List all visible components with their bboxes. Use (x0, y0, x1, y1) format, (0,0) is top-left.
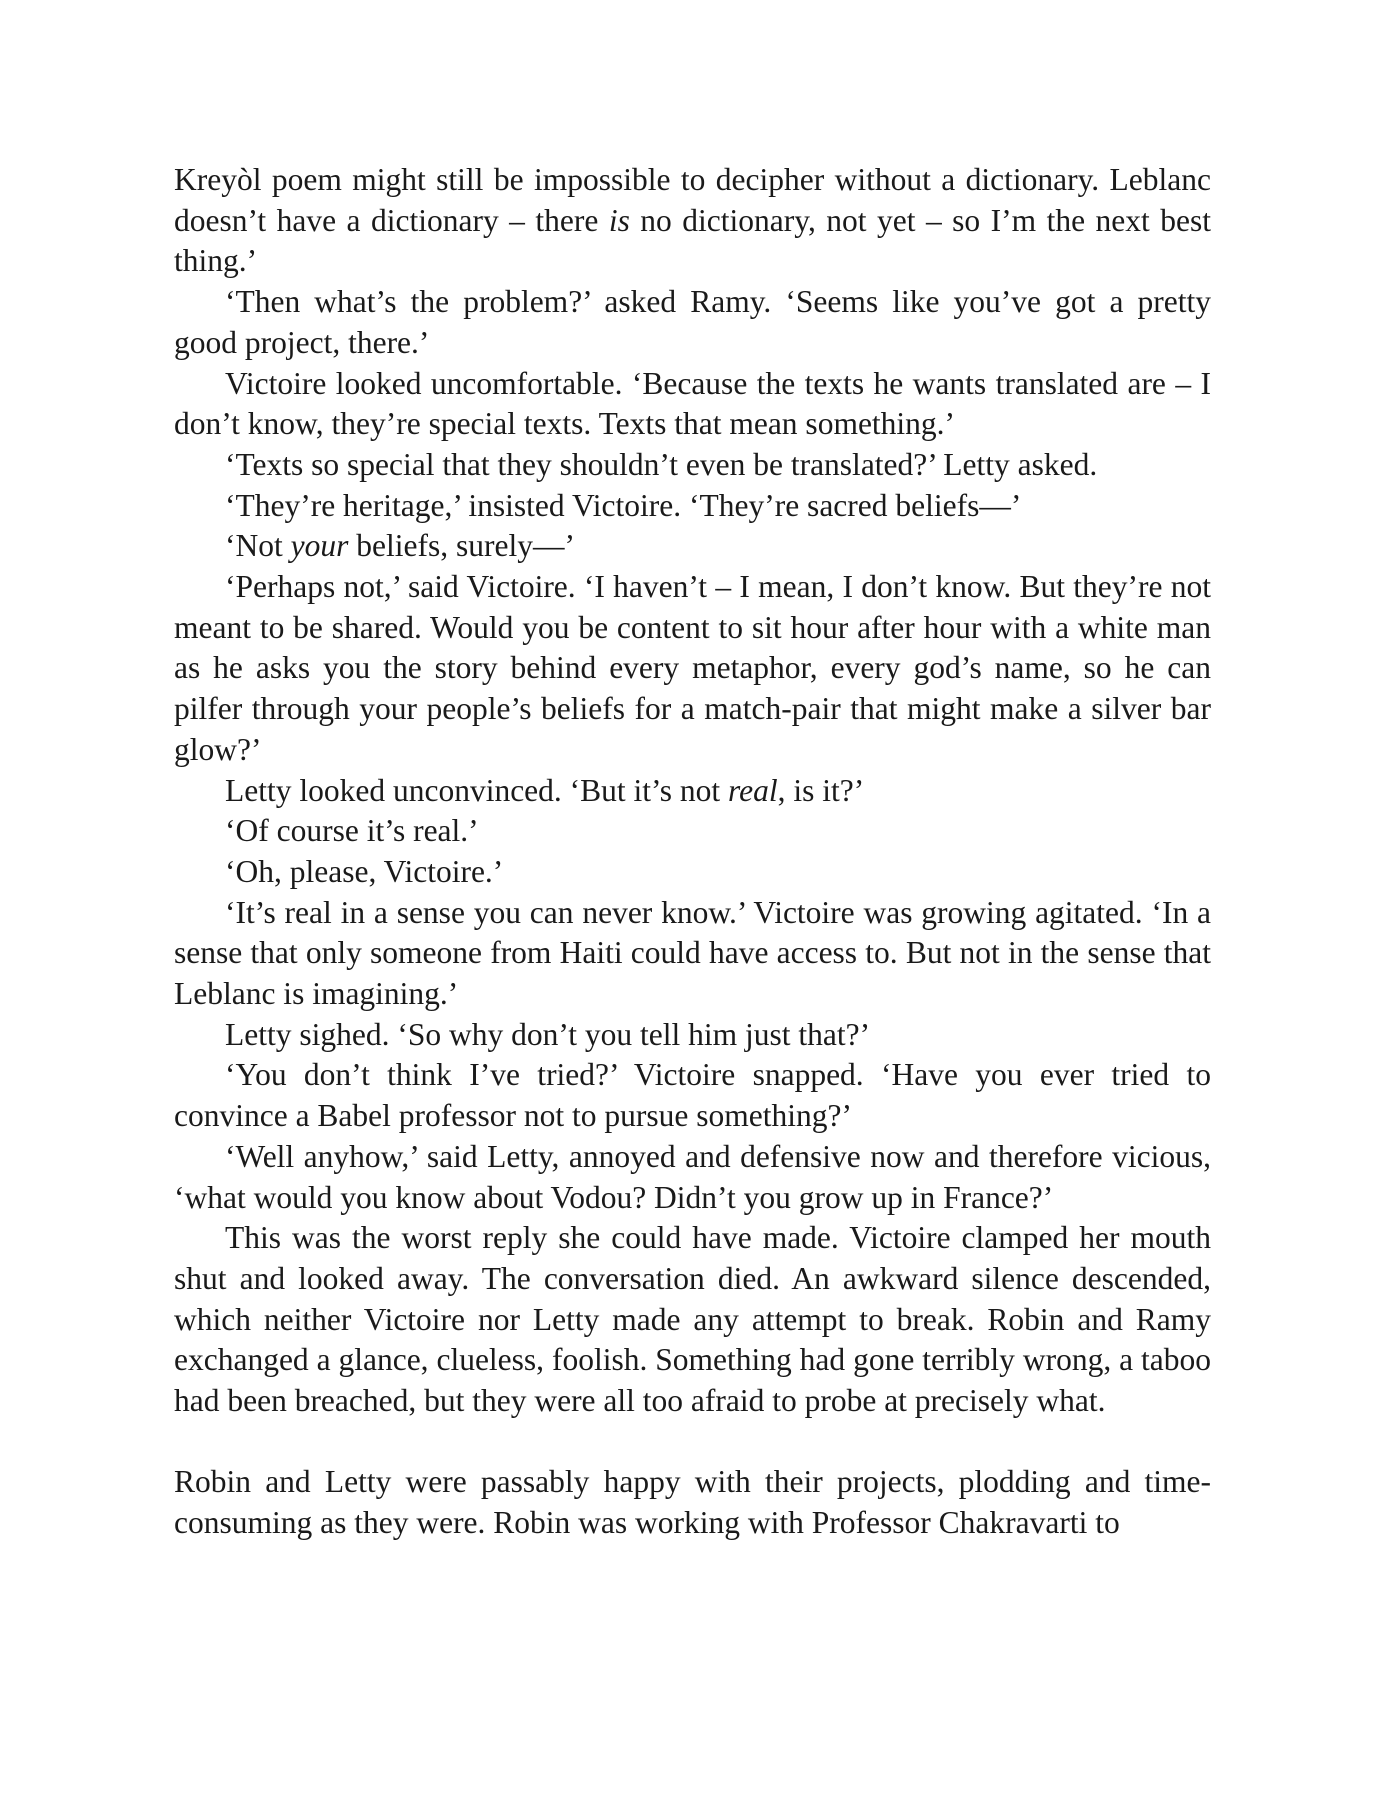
paragraph (174, 445, 1211, 486)
paragraph (174, 1137, 1211, 1218)
text-run: beliefs, surely—’ (348, 528, 575, 564)
paragraph (174, 852, 1211, 893)
text-run: ‘Texts so special that they shouldn’t even be translated?’ Letty asked. (225, 446, 1098, 482)
text-run: ‘Then what’s the problem?’ asked Ramy. ‘Seems like you’ve got a pretty good project, there.’ (174, 284, 1211, 360)
text-run: ‘They’re heritage,’ insisted Victoire. ‘They’re sacred beliefs—’ (225, 487, 1022, 523)
paragraph (174, 1055, 1211, 1136)
text-run: ‘Of course it’s real.’ (225, 813, 479, 849)
text-run: This was the worst reply she could have made. Victoire clamped her mouth shut and looked away. The conversation died. An awkward silence descended, which neither Victoire nor Letty made any attempt to break. Robin and Ramy exchanged a glance, clueless, foolish. Something had gone terribly wrong, a taboo had been breached, but they were all too afraid to probe at precisely what. (174, 1220, 1211, 1419)
paragraph (174, 1015, 1211, 1056)
paragraph (174, 160, 1211, 282)
paragraph (174, 1218, 1211, 1422)
text-run: ‘You don’t think I’ve tried?’ Victoire snapped. ‘Have you ever tried to convince a Babel professor not to pursue something?’ (174, 1057, 1211, 1134)
paragraph (174, 893, 1211, 1015)
italic-text: real (728, 772, 778, 808)
text-run: Kreyòl poem might still be impossible to decipher without a dictionary. Leblanc doesn’t have a dictionary – there (174, 162, 1211, 238)
text-run: ‘Oh, please, Victoire.’ (225, 853, 504, 889)
italic-text: is (608, 202, 630, 238)
text-run: ‘Perhaps not,’ said Victoire. ‘I haven’t – I mean, I don’t know. But they’re not meant to be shared. Would you be content to sit hour after hour with a white man as he asks you the story behind every metaphor, every god’s name, so he can pilfer through your people’s beliefs for a match-pair that might make a silver bar glow?’ (174, 569, 1211, 767)
paragraph (174, 486, 1211, 527)
italic-text: your (290, 528, 349, 564)
text-run: ‘Well anyhow,’ said Letty, annoyed and defensive now and therefore vicious, ‘what would you know about Vodou? Didn’t you grow up in France?’ (174, 1138, 1211, 1215)
paragraph (174, 1462, 1211, 1543)
text-run: , is it?’ (777, 772, 865, 808)
text-run: Letty looked unconvinced. ‘But it’s not (225, 772, 729, 808)
text-run: Victoire looked uncomfortable. ‘Because the texts he wants translated are – I don’t know, they’re special texts. Texts that mean something.’ (174, 365, 1211, 442)
paragraph (174, 771, 1211, 812)
text-run: Robin and Letty were passably happy with their projects, plodding and time-consuming as they were. Robin was working with Professor Chakravarti to (174, 1464, 1211, 1541)
paragraph (174, 526, 1211, 567)
paragraph (174, 811, 1211, 852)
text-run: ‘It’s real in a sense you can never know.’ Victoire was growing agitated. ‘In a sense that only someone from Haiti could have access to. But not in the sense that Leblanc is imagining.’ (174, 894, 1211, 1012)
paragraph (174, 567, 1211, 771)
text-run: Letty sighed. ‘So why don’t you tell him just that?’ (225, 1016, 871, 1052)
page-body (174, 160, 1211, 1544)
text-run: ‘Not (225, 528, 291, 564)
paragraph (174, 364, 1211, 445)
text-run: no dictionary, not yet – so I’m the next best thing.’ (174, 202, 1211, 279)
paragraph (174, 282, 1211, 363)
